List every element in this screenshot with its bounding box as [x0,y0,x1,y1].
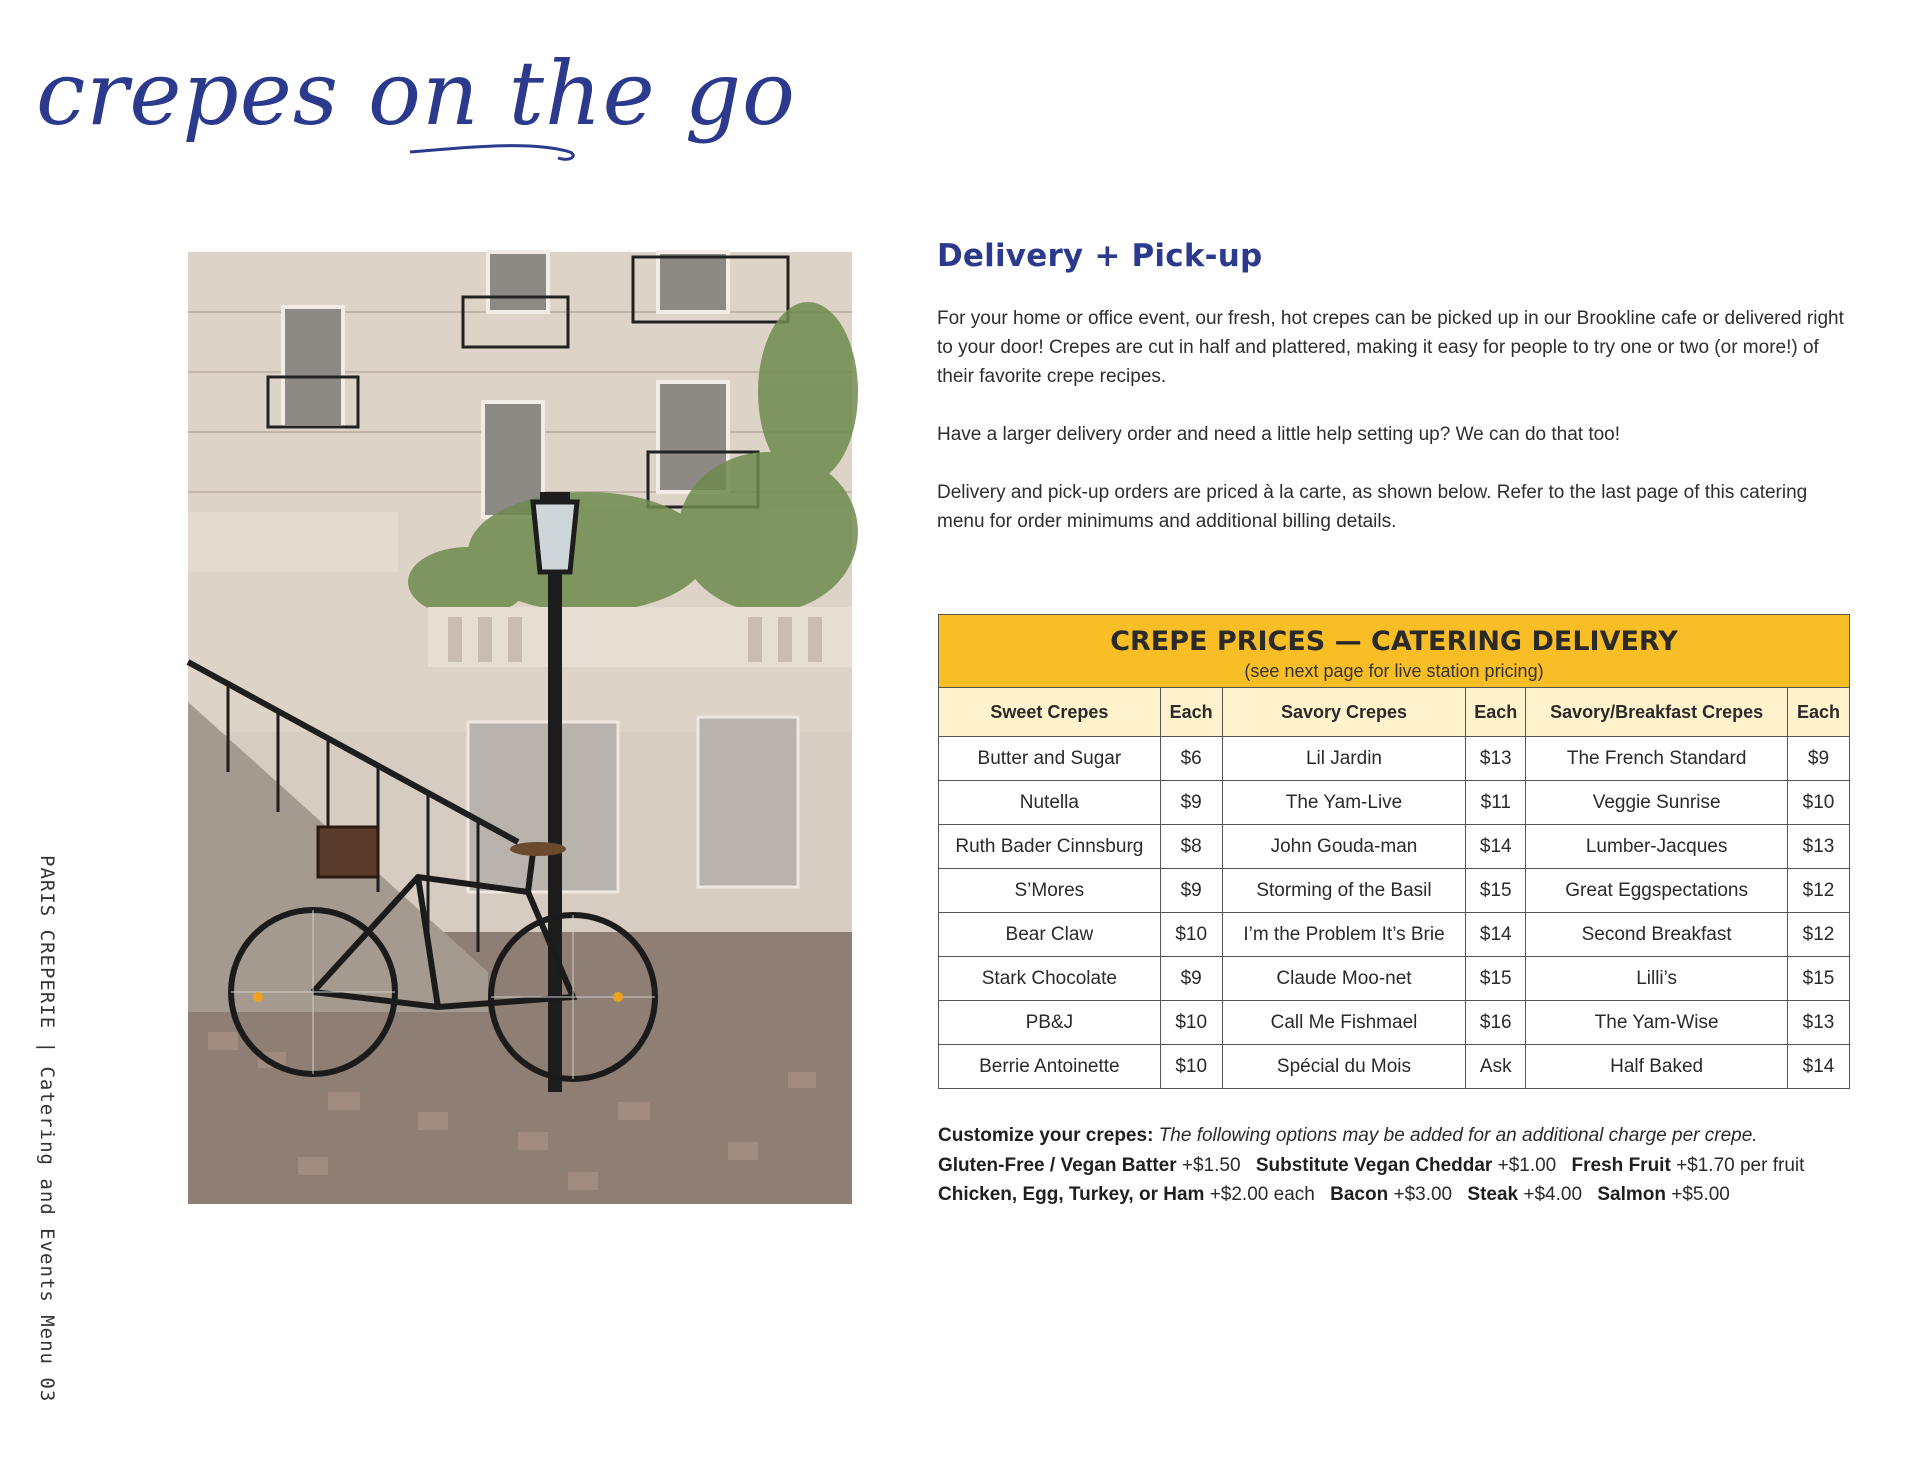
crepe-price-cell: $11 [1466,781,1526,825]
crepe-name-cell: Half Baked [1526,1045,1788,1089]
crepe-name-cell: Lumber-Jacques [1526,825,1788,869]
option-price: +$1.00 [1497,1154,1557,1176]
table-header-row [939,688,1850,737]
option-name: Fresh Fruit [1571,1154,1671,1176]
table-row [939,825,1850,869]
crepe-price-cell: $10 [1788,781,1850,825]
crepe-name-cell: Claude Moo-net [1222,957,1466,1001]
crepe-price-cell: $10 [1160,913,1222,957]
crepe-name-cell: Lil Jardin [1222,737,1466,781]
option-name: Bacon [1330,1184,1389,1205]
crepe-price-cell: $14 [1466,913,1526,957]
column-header: Sweet Crepes [939,688,1161,737]
logo-text: crepes on the go [36,42,797,145]
option-price: +$4.00 [1523,1184,1583,1205]
option-name: Salmon [1597,1184,1666,1205]
crepe-name-cell: The Yam-Wise [1526,1001,1788,1045]
section-heading: Delivery + Pick-up [937,238,1263,274]
crepe-name-cell: I’m the Problem It’s Brie [1222,913,1466,957]
option-price: +$3.00 [1393,1184,1453,1205]
crepe-price-cell: $9 [1160,869,1222,913]
option-price: +$5.00 [1671,1184,1730,1205]
crepe-name-cell: S’Mores [939,869,1161,913]
crepe-name-cell: Second Breakfast [1526,913,1788,957]
customize-line-1 [938,1151,1868,1181]
crepe-name-cell: PB&J [939,1001,1161,1045]
crepe-name-cell: Call Me Fishmael [1222,1001,1466,1045]
crepe-price-cell: $13 [1788,1001,1850,1045]
crepe-price-cell: $15 [1466,957,1526,1001]
option-price: +$2.00 each [1209,1184,1315,1205]
crepe-price-cell: $10 [1160,1045,1222,1089]
crepe-name-cell: Lilli’s [1526,957,1788,1001]
crepes-on-the-go-logo [30,40,797,170]
column-header: Savory/Breakfast Crepes [1526,688,1788,737]
table-banner [939,615,1850,688]
table-row [939,913,1850,957]
crepe-name-cell: Stark Chocolate [939,957,1161,1001]
crepe-price-table [938,614,1850,1089]
crepe-price-cell: $8 [1160,825,1222,869]
table-row [939,1001,1850,1045]
intro-paragraph: For your home or office event, our fresh, hot crepes can be picked up in our Brookline cafe or delivered right to your door! Crepes are cut in half and plattered, making it easy for people to try one or two (or more!) of their favorite crepe recipes. [937,308,1844,387]
crepe-name-cell: Great Eggspectations [1526,869,1788,913]
option-name: Gluten-Free / Vegan Batter [938,1154,1177,1176]
column-header: Each [1788,688,1850,737]
side-label: PARIS CREPERIE | Catering and Events Menu 03 [36,855,58,1403]
crepe-price-cell: $9 [1160,957,1222,1001]
table-row [939,781,1850,825]
option-name: Substitute Vegan Cheddar [1255,1154,1493,1176]
setup-paragraph: Have a larger delivery order and need a little help setting up? We can do that too! [937,424,1621,445]
crepe-name-cell: Spécial du Mois [1222,1045,1466,1089]
customize-options [938,1121,1868,1210]
crepe-price-cell: $15 [1788,957,1850,1001]
crepe-price-cell: $13 [1466,737,1526,781]
crepe-price-cell: $16 [1466,1001,1526,1045]
crepe-name-cell: The French Standard [1526,737,1788,781]
customize-line-2 [938,1180,1868,1210]
customize-intro: The following options may be added for an additional charge per crepe. [1158,1125,1758,1146]
crepe-price-cell: $9 [1160,781,1222,825]
crepe-name-cell: Ruth Bader Cinnsburg [939,825,1161,869]
crepe-name-cell: John Gouda-man [1222,825,1466,869]
crepe-price-cell: Ask [1466,1045,1526,1089]
crepe-name-cell: Butter and Sugar [939,737,1161,781]
table-row [939,957,1850,1001]
customize-label: Customize your crepes: [938,1125,1154,1146]
table-row [939,737,1850,781]
column-header: Savory Crepes [1222,688,1466,737]
crepe-price-cell: $12 [1788,869,1850,913]
crepe-name-cell: The Yam-Live [1222,781,1466,825]
crepe-name-cell: Bear Claw [939,913,1161,957]
table-title: CREPE PRICES — CATERING DELIVERY [1110,626,1678,657]
pricing-paragraph: Delivery and pick-up orders are priced à la carte, as shown below. Refer to the last page of this catering menu for order minimums and additional billing details. [937,482,1808,532]
crepe-price-cell: $6 [1160,737,1222,781]
crepe-price-cell: $13 [1788,825,1850,869]
crepe-price-cell: $9 [1788,737,1850,781]
option-price: +$1.70 per fruit [1676,1154,1805,1176]
crepe-name-cell: Nutella [939,781,1161,825]
column-header: Each [1466,688,1526,737]
crepe-name-cell: Storming of the Basil [1222,869,1466,913]
option-name: Chicken, Egg, Turkey, or Ham [938,1184,1205,1205]
table-subtitle: (see next page for live station pricing) [1244,661,1544,681]
crepe-price-cell: $14 [1466,825,1526,869]
crepe-name-cell: Veggie Sunrise [1526,781,1788,825]
table-row [939,869,1850,913]
column-header: Each [1160,688,1222,737]
table-row [939,1045,1850,1089]
crepe-price-cell: $10 [1160,1001,1222,1045]
crepe-price-cell: $12 [1788,913,1850,957]
crepe-price-cell: $15 [1466,869,1526,913]
customize-intro-line [938,1121,1868,1151]
option-price: +$1.50 [1181,1154,1241,1176]
crepe-price-cell: $14 [1788,1045,1850,1089]
crepe-name-cell: Berrie Antoinette [939,1045,1161,1089]
paris-bicycle-photo [188,252,852,1204]
delivery-section [937,238,1852,565]
option-name: Steak [1467,1184,1519,1205]
